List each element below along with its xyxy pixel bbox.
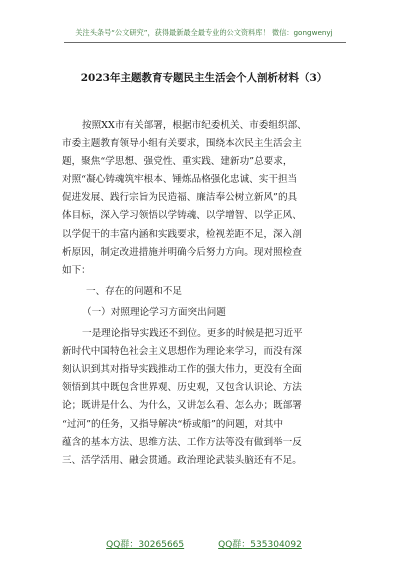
paragraph-line: 以学促干的丰富内涵和实践要求，检视差距不足，深入剖 <box>62 228 302 240</box>
paragraph-line: 体目标，深入学习领悟以学铸魂、以学增智、以学正风、 <box>62 210 302 222</box>
paragraph-line: “过河”的任务，又指导解决“桥或船”的问题，对其中 <box>62 418 284 430</box>
subsection-heading: （一）对照理论学习方面突出问题 <box>82 306 226 318</box>
paragraph-line: 促进发展、践行宗旨为民造福、廉洁奉公树立新风”的具 <box>62 192 298 204</box>
paragraph-line: 市委主题教育领导小组有关要求，围绕本次民主生活会主 <box>62 138 302 150</box>
paragraph-line: 刻认识到其对指导实践推动工作的强大伟力，更没有全面 <box>62 364 302 376</box>
paragraph-line: 题，聚焦“学思想、强党性、重实践、建新功”总要求， <box>62 156 293 168</box>
paragraph-line: 新时代中国特色社会主义思想作为理论来学习，而没有深 <box>62 346 302 358</box>
document-title: 2023年主题教育专题民主生活会个人剖析材料（3） <box>80 72 328 84</box>
paragraph-line: 对照“凝心铸魂筑牢根本、锤炼品格强化忠诚、实干担当 <box>62 174 298 186</box>
paragraph-line: 一是理论指导实践还不到位。更多的时候是把习近平 <box>82 328 303 340</box>
document-body <box>62 117 348 470</box>
paragraph-line: 蕴含的基本方法、思维方法、工作方法等没有做到举一反 <box>62 436 302 448</box>
footer-contact <box>0 537 408 550</box>
paragraph-line: 三、活学活用、融会贯通。政治理论武装头脑还有不足。 <box>62 454 302 466</box>
paragraph-line: 论；既讲是什么、为什么，又讲怎么看、怎么办；既部署 <box>62 400 302 412</box>
header-divider <box>64 42 346 43</box>
footer-qq-group-2[interactable]: QQ群：535304092 <box>218 540 302 550</box>
paragraph-line: 析原因，制定改进措施并明确今后努力方向。现对照检查 <box>62 246 302 258</box>
paragraph-line: 领悟到其中既包含世界观、历史观，又包含认识论、方法 <box>62 382 302 394</box>
paragraph-line: 按照XX市有关部署，根据市纪委机关、市委组织部、 <box>82 120 307 131</box>
footer-qq-group-1[interactable]: QQ群：30265665 <box>106 540 185 550</box>
header-promo-note: 关注头条号“公文研究”，获得最新最全最专业的公文资料库！ 微信：gongwenyj <box>75 28 333 37</box>
section-heading: 一、存在的问题和不足 <box>86 285 182 297</box>
paragraph-line: 如下： <box>62 264 91 276</box>
